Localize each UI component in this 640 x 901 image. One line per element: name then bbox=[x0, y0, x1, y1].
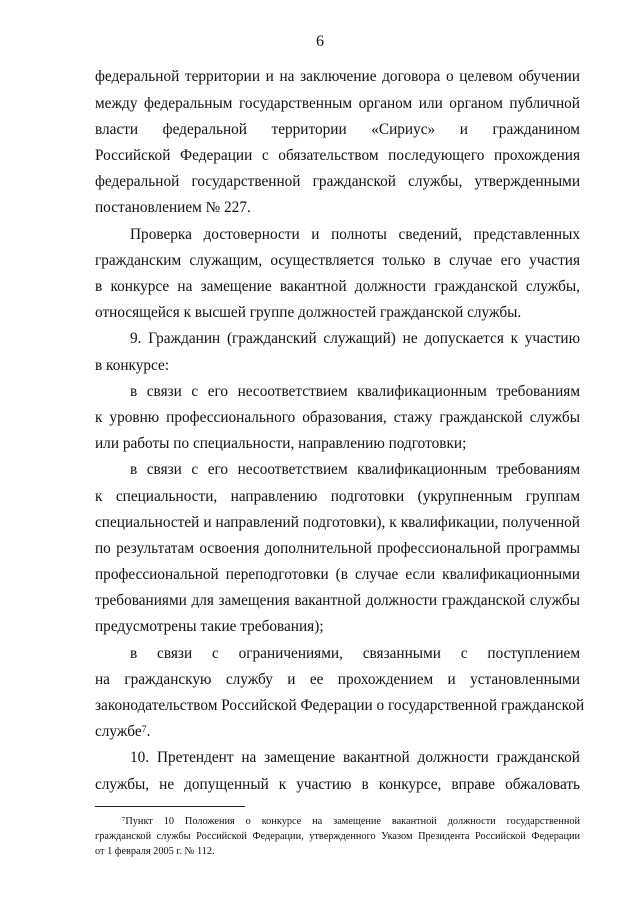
footnote-divider bbox=[95, 806, 245, 807]
footnote-reference[interactable]: 7 bbox=[141, 723, 147, 735]
body-line: в конкурсе: bbox=[95, 357, 170, 374]
body-line: 9. Гражданин (гражданский служащий) не допускается к участию bbox=[130, 330, 580, 347]
body-line: власти федеральной территории «Сириус» и гражданином bbox=[95, 121, 580, 138]
body-line: в связи с ограничениями, связанными с поступлением bbox=[130, 645, 580, 662]
page-number: 6 bbox=[316, 33, 324, 50]
body-line: предусмотрены такие требования); bbox=[95, 618, 324, 635]
body-line: между федеральным государственным органом или органом публичной bbox=[95, 95, 580, 112]
body-line: в связи с его несоответствием квалификационным требованиям bbox=[130, 383, 580, 400]
body-line: по результатам освоения дополнительной профессиональной программы bbox=[95, 540, 580, 557]
body-line: законодательством Российской Федерации о государственной гражданской bbox=[95, 697, 585, 714]
body-line bbox=[95, 721, 580, 743]
body-line: Проверка достоверности и полноты сведений, представленных bbox=[130, 226, 580, 243]
footnote-text: Пункт 10 Положения о конкурсе на замещение вакантной должности государственной bbox=[125, 816, 580, 827]
body-line: или работы по специальности, направлению подготовки; bbox=[95, 435, 467, 452]
body-line: относящейся к высшей группе должностей гражданской службы. bbox=[95, 304, 522, 321]
body-line: специальностей и направлений подготовки), к квалификации, полученной bbox=[95, 514, 580, 531]
body-line: Российской Федерации с обязательством последующего прохождения bbox=[95, 147, 580, 164]
body-line: в связи с его несоответствием квалификационным требованиям bbox=[130, 461, 580, 478]
footnote-marker: 7 bbox=[122, 816, 126, 823]
footnote-line: от 1 февраля 2005 г. № 112. bbox=[95, 846, 215, 857]
body-line: на гражданскую службу и ее прохождением и установленными bbox=[95, 671, 580, 688]
body-line: постановлением № 227. bbox=[95, 199, 251, 216]
body-line: гражданским служащим, осуществляется только в случае его участия bbox=[95, 252, 580, 269]
body-text: службе bbox=[95, 723, 142, 740]
footnote-line bbox=[122, 814, 580, 829]
body-line: федеральной территории и на заключение договора о целевом обучении bbox=[95, 68, 580, 85]
footnote-line: гражданской службы Российской Федерации, утвержденного Указом Президента Российской Федерации bbox=[95, 831, 580, 842]
body-line: требованиями для замещения вакантной должности гражданской службы bbox=[95, 592, 580, 609]
body-line: федеральной государственной гражданской службы, утвержденными bbox=[95, 173, 580, 190]
body-line: к специальности, направлению подготовки (укрупненным группам bbox=[95, 488, 580, 505]
body-line: профессиональной переподготовки (в случае если квалификационными bbox=[95, 566, 580, 583]
body-line: службы, не допущенный к участию в конкурсе, вправе обжаловать bbox=[95, 776, 580, 793]
body-line: 10. Претендент на замещение вакантной должности гражданской bbox=[130, 749, 580, 766]
body-text: . bbox=[146, 723, 151, 740]
body-line: к уровню профессионального образования, стажу гражданской службы bbox=[95, 409, 580, 426]
body-line: в конкурсе на замещение вакантной должности гражданской службы, bbox=[95, 278, 580, 295]
